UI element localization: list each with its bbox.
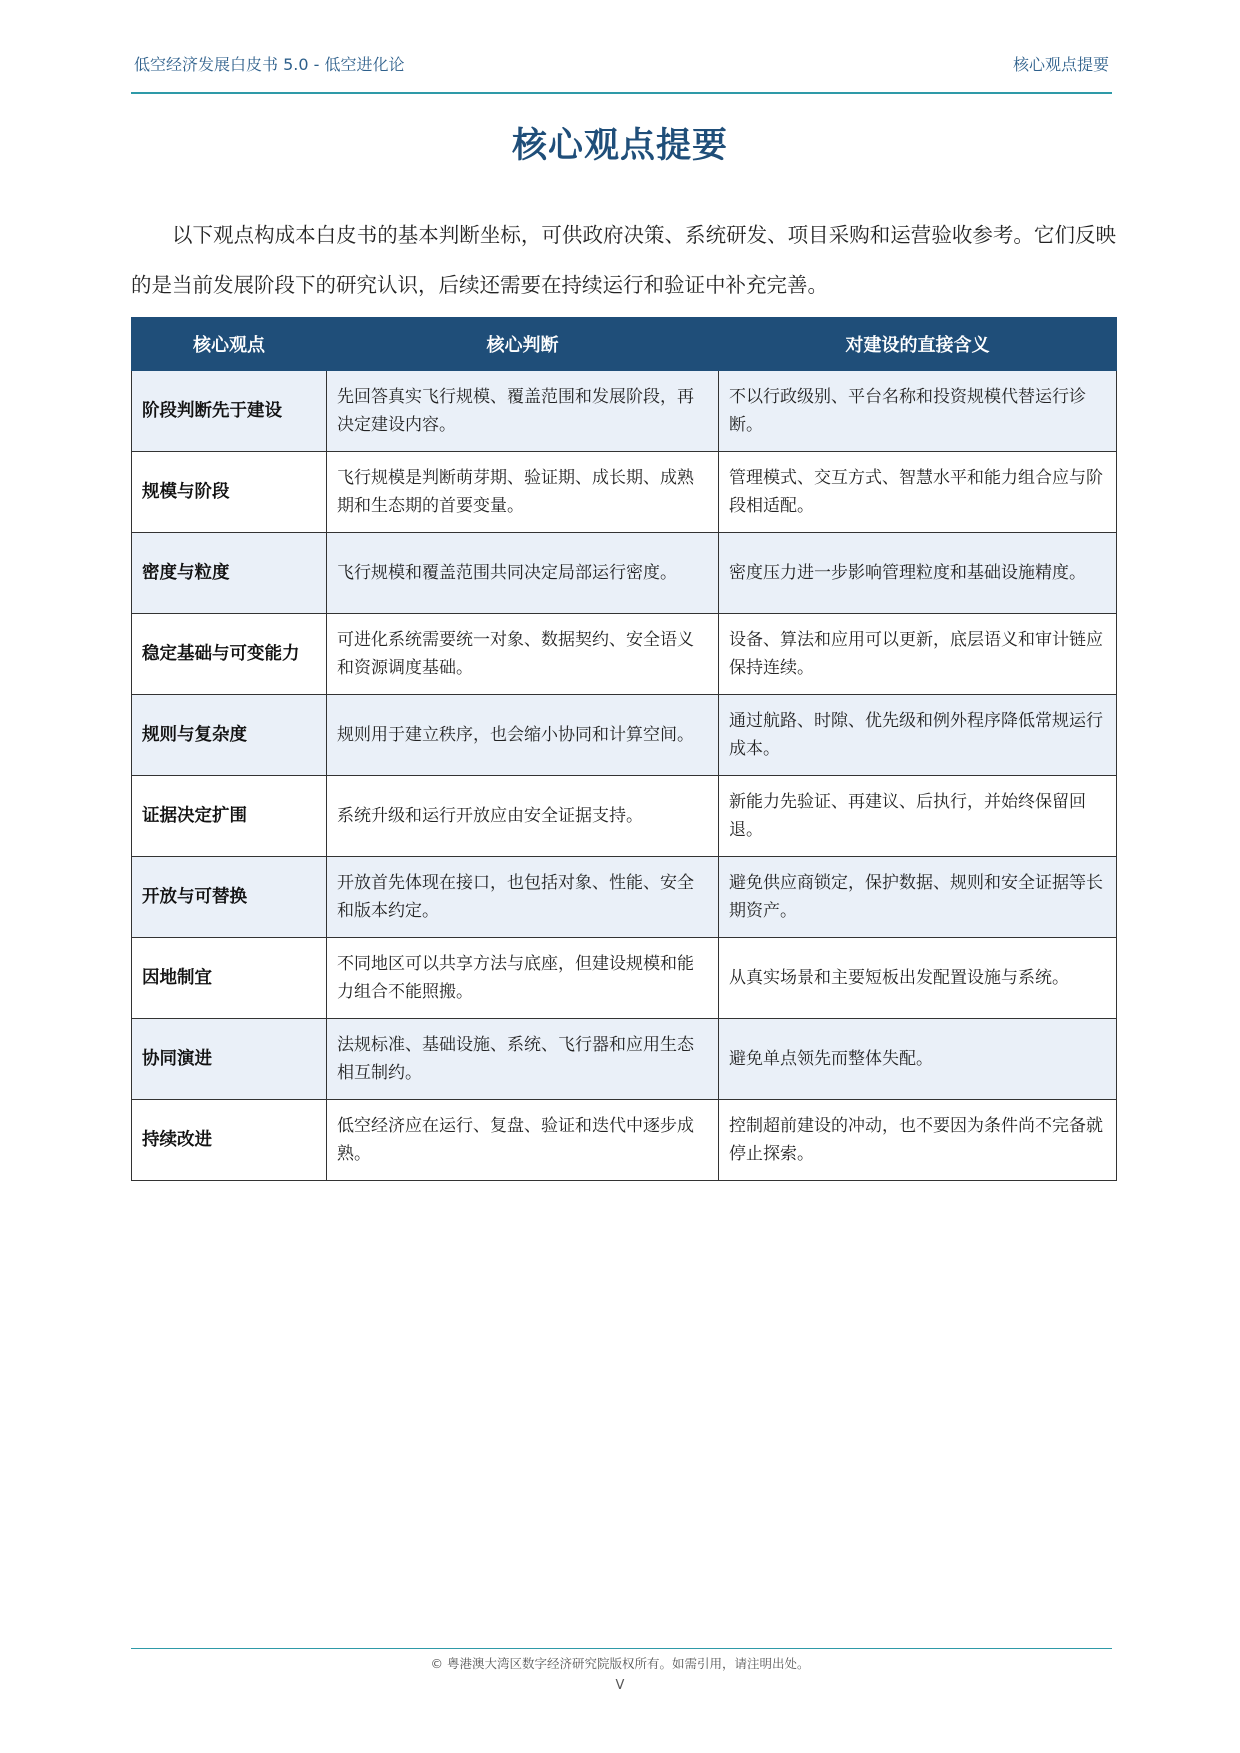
page-title: 核心观点提要 [511, 126, 728, 166]
cell-judgement: 开放首先体现在接口，也包括对象、性能、安全和版本约定。 [327, 857, 719, 938]
cell-judgement: 飞行规模是判断萌芽期、验证期、成长期、成熟期和生态期的首要变量。 [327, 452, 719, 533]
cell-judgement: 低空经济应在运行、复盘、验证和迭代中逐步成熟。 [327, 1100, 719, 1181]
cell-implication: 管理模式、交互方式、智慧水平和能力组合应与阶段相适配。 [719, 452, 1117, 533]
cell-point: 阶段判断先于建设 [132, 371, 327, 452]
cell-implication: 控制超前建设的冲动，也不要因为条件尚不完备就停止探索。 [719, 1100, 1117, 1181]
cell-implication: 密度压力进一步影响管理粒度和基础设施精度。 [719, 533, 1117, 614]
intro-paragraph: 以下观点构成本白皮书的基本判断坐标，可供政府决策、系统研发、项目采购和运营验收参考。它们反映的是当前发展阶段下的研究认识，后续还需要在持续运行和验证中补充完善。 [131, 223, 1116, 297]
table-row [132, 1100, 1117, 1181]
header-doc-title: 低空经济发展白皮书 5.0 - 低空进化论 [134, 55, 405, 74]
table-row [132, 857, 1117, 938]
table-row [132, 776, 1117, 857]
footer-copyright: © 粤港澳大湾区数字经济研究院版权所有。如需引用，请注明出处。 [430, 1656, 810, 1671]
cell-implication: 新能力先验证、再建议、后执行，并始终保留回退。 [719, 776, 1117, 857]
cell-judgement: 飞行规模和覆盖范围共同决定局部运行密度。 [327, 533, 719, 614]
cell-point: 证据决定扩围 [132, 776, 327, 857]
cell-point: 持续改进 [132, 1100, 327, 1181]
cell-implication: 避免供应商锁定，保护数据、规则和安全证据等长期资产。 [719, 857, 1117, 938]
column-header-point: 核心观点 [132, 318, 327, 371]
table-row [132, 533, 1117, 614]
page-header [131, 50, 1112, 94]
cell-point: 协同演进 [132, 1019, 327, 1100]
table-row [132, 938, 1117, 1019]
header-section-title: 核心观点提要 [1012, 55, 1109, 74]
cell-implication: 通过航路、时隙、优先级和例外程序降低常规运行成本。 [719, 695, 1117, 776]
table-row [132, 1019, 1117, 1100]
cell-implication: 从真实场景和主要短板出发配置设施与系统。 [719, 938, 1117, 1019]
table-header-row [132, 318, 1117, 371]
cell-implication: 不以行政级别、平台名称和投资规模代替运行诊断。 [719, 371, 1117, 452]
cell-point: 规模与阶段 [132, 452, 327, 533]
footer-divider [131, 1648, 1112, 1649]
column-header-implication: 对建设的直接含义 [719, 318, 1117, 371]
column-header-judgement: 核心判断 [327, 318, 719, 371]
table-row [132, 452, 1117, 533]
cell-judgement: 法规标准、基础设施、系统、飞行器和应用生态相互制约。 [327, 1019, 719, 1100]
cell-judgement: 规则用于建立秩序，也会缩小协同和计算空间。 [327, 695, 719, 776]
cell-judgement: 不同地区可以共享方法与底座，但建设规模和能力组合不能照搬。 [327, 938, 719, 1019]
cell-point: 开放与可替换 [132, 857, 327, 938]
core-points-table [131, 317, 1117, 1181]
cell-point: 规则与复杂度 [132, 695, 327, 776]
table-row [132, 614, 1117, 695]
table-row [132, 371, 1117, 452]
cell-implication: 避免单点领先而整体失配。 [719, 1019, 1117, 1100]
cell-implication: 设备、算法和应用可以更新，底层语义和审计链应保持连续。 [719, 614, 1117, 695]
cell-point: 密度与粒度 [132, 533, 327, 614]
cell-point: 稳定基础与可变能力 [132, 614, 327, 695]
cell-judgement: 先回答真实飞行规模、覆盖范围和发展阶段，再决定建设内容。 [327, 371, 719, 452]
cell-point: 因地制宜 [132, 938, 327, 1019]
cell-judgement: 系统升级和运行开放应由安全证据支持。 [327, 776, 719, 857]
table-row [132, 695, 1117, 776]
page-number: V [615, 1678, 625, 1693]
cell-judgement: 可进化系统需要统一对象、数据契约、安全语义和资源调度基础。 [327, 614, 719, 695]
